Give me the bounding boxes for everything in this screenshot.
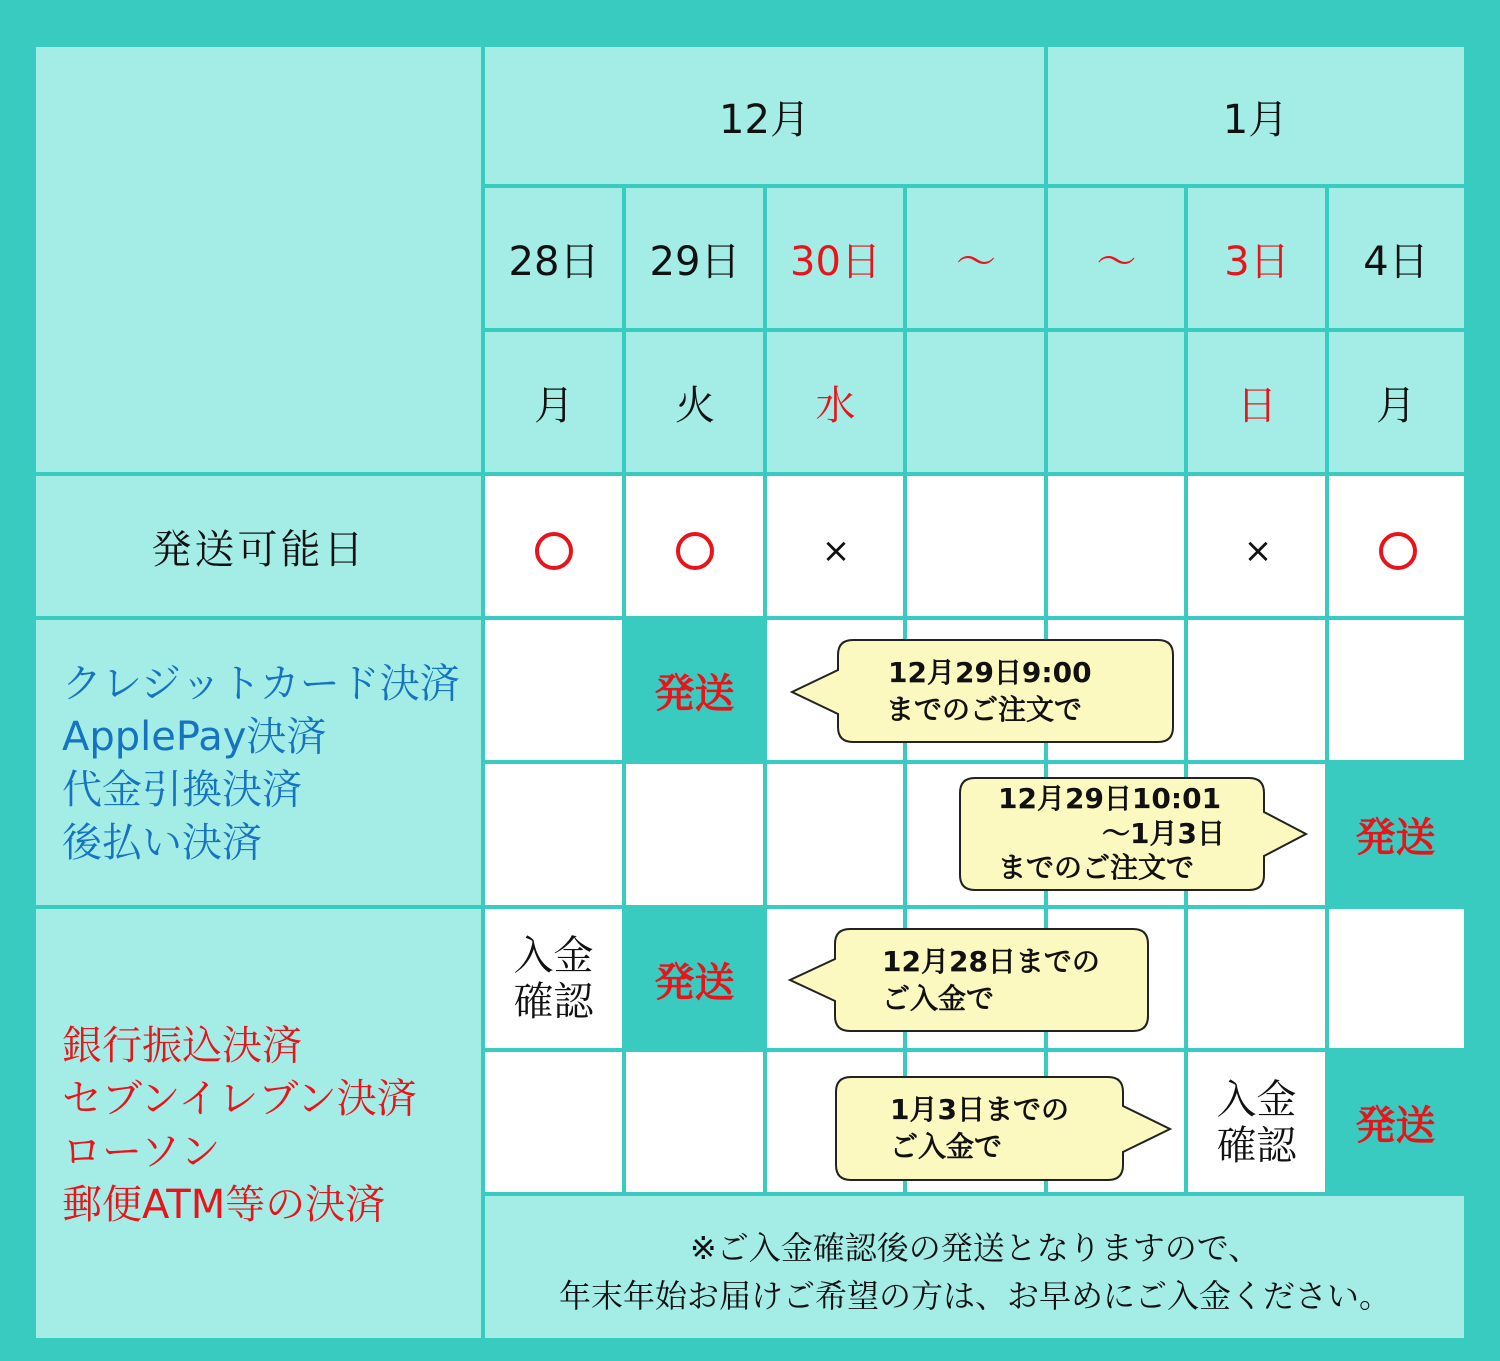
bubble-text-card-row2: 12月29日10:01 ～1月3日 までのご注文で — [998, 782, 1225, 884]
ship-label: 発送 — [654, 671, 735, 717]
weekday-3: 日 — [1237, 382, 1277, 429]
bubble-text-transfer-row2: 1月3日までの ご入金で — [890, 1093, 1069, 1163]
method-bank-transfer: 銀行振込決済 — [62, 1023, 302, 1069]
month-december: 12月 — [719, 96, 810, 143]
method-cash-on-delivery: 代金引換決済 — [62, 767, 302, 813]
ship-label: 発送 — [1355, 1102, 1436, 1149]
day-range-tilde: ～ — [956, 238, 996, 285]
weekday-30: 水 — [815, 382, 856, 429]
ship-label: 発送 — [1355, 815, 1436, 861]
unavailable-cross-icon: × — [821, 531, 851, 571]
method-post-atm: 郵便ATM等の決済 — [62, 1182, 386, 1228]
day-range-tilde: ～ — [1096, 238, 1137, 285]
method-apple-pay: ApplePay決済 — [62, 714, 327, 760]
day-30: 30日 — [790, 238, 881, 285]
payment-note-line-2: 年末年始お届けご希望の方は、お早めにご入金ください。 — [558, 1277, 1391, 1315]
method-deferred-payment: 後払い決済 — [62, 820, 262, 866]
month-january: 1月 — [1222, 96, 1289, 143]
method-credit-card: クレジットカード決済 — [62, 661, 460, 707]
ship-label: 発送 — [654, 960, 735, 1006]
day-3: 3日 — [1224, 238, 1290, 285]
payment-confirmation-label: 入金 確認 — [1216, 1076, 1297, 1169]
bubble-text-card-row1: 12月29日9:00 までのご注文で — [886, 656, 1092, 726]
weekday-29: 火 — [675, 382, 715, 429]
weekday-28: 月 — [534, 382, 574, 429]
method-lawson: ローソン — [62, 1129, 221, 1175]
day-4: 4日 — [1363, 238, 1429, 285]
method-seven-eleven: セブンイレブン決済 — [62, 1076, 417, 1122]
availability-label: 発送可能日 — [151, 527, 367, 573]
weekday-4: 月 — [1376, 382, 1416, 429]
bubble-text-transfer-row1: 12月28日までの ご入金で — [882, 945, 1100, 1015]
day-29: 29日 — [649, 238, 741, 285]
payment-confirmation-label: 入金 確認 — [513, 933, 594, 1025]
unavailable-cross-icon: × — [1243, 531, 1273, 571]
payment-note-line-1: ※ご入金確認後の発送となりますので、 — [689, 1229, 1261, 1267]
payment-note — [486, 1224, 1464, 1320]
day-28: 28日 — [508, 238, 600, 285]
